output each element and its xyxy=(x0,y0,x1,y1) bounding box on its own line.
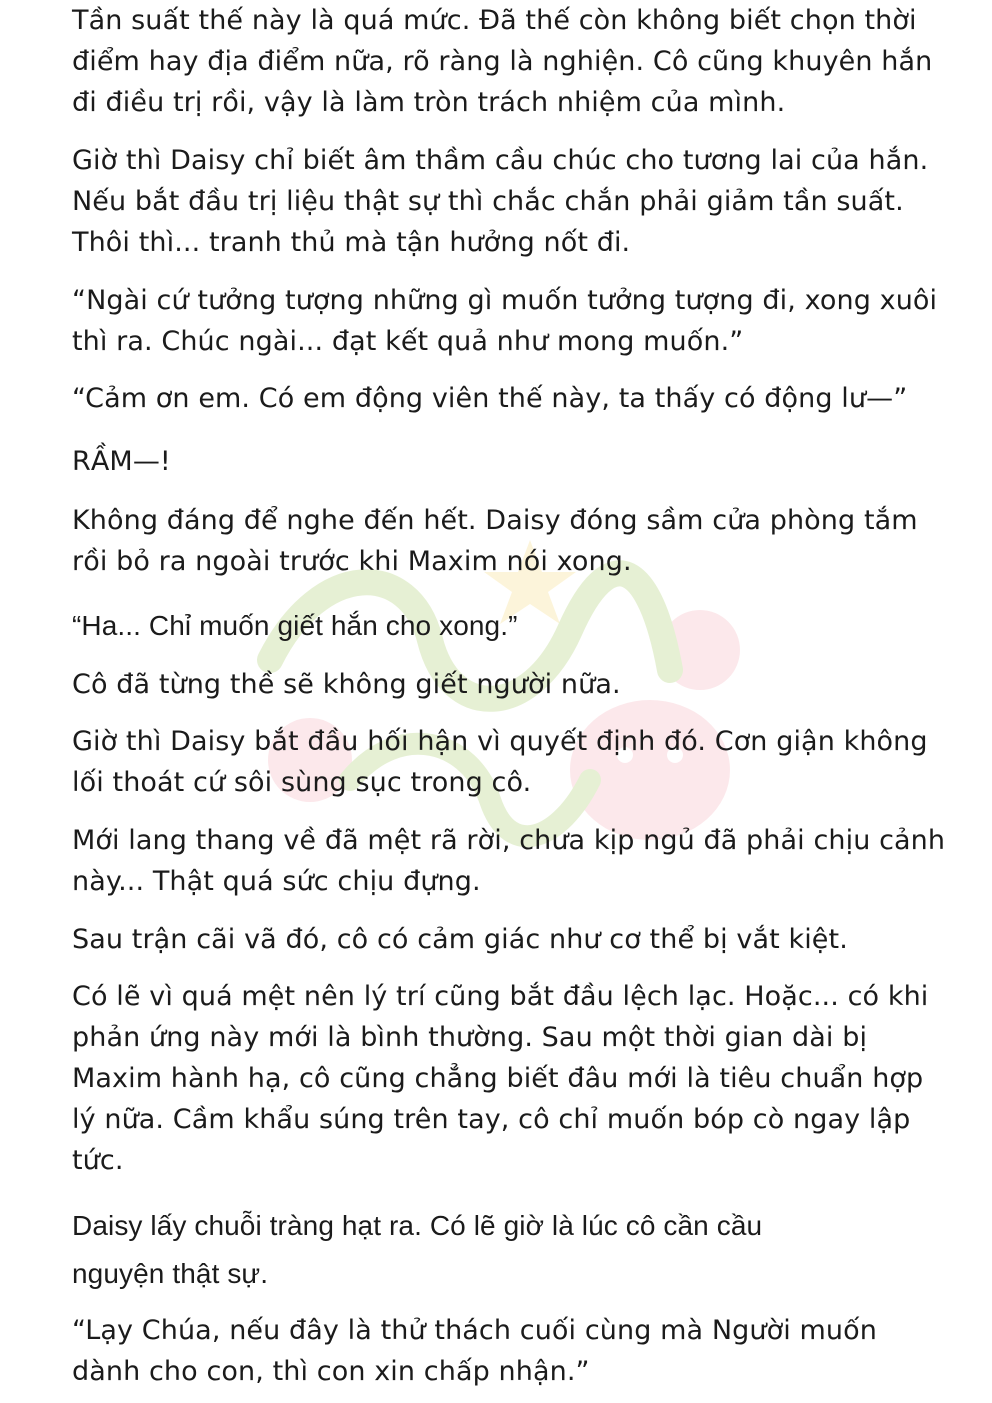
line: Giờ thì Daisy bắt đầu hối hận vì quyết định đó. Cơn giận không xyxy=(72,726,928,757)
line: Sau trận cãi vã đó, cô có cảm giác như cơ thể bị vắt kiệt. xyxy=(72,924,848,955)
paragraph-13 xyxy=(72,1202,762,1298)
paragraph-3 xyxy=(72,280,937,362)
line: “Ngài cứ tưởng tượng những gì muốn tưởng tượng đi, xong xuôi xyxy=(72,285,938,316)
line: Thôi thì... tranh thủ mà tận hưởng nốt đi. xyxy=(72,227,631,258)
line: RẦM—! xyxy=(72,446,171,477)
line: Mới lang thang về đã mệt rã rời, chưa kịp ngủ đã phải chịu cảnh xyxy=(72,825,946,856)
line: Không đáng để nghe đến hết. Daisy đóng sầm cửa phòng tắm xyxy=(72,505,918,536)
paragraph-14 xyxy=(72,1310,877,1392)
paragraph-5-sound-effect xyxy=(72,441,171,482)
line: Cô đã từng thề sẽ không giết người nữa. xyxy=(72,669,621,700)
line: đi điều trị rồi, vậy là làm tròn trách nhiệm của mình. xyxy=(72,87,786,118)
line: Giờ thì Daisy chỉ biết âm thầm cầu chúc cho tương lai của hắn. xyxy=(72,145,929,176)
paragraph-6 xyxy=(72,500,918,582)
line: lối thoát cứ sôi sùng sục trong cô. xyxy=(72,767,532,798)
line: tức. xyxy=(72,1145,124,1176)
paragraph-8 xyxy=(72,664,621,705)
line: “Cảm ơn em. Có em động viên thế này, ta thấy có động lư—” xyxy=(72,383,908,414)
line: điểm hay địa điểm nữa, rõ ràng là nghiện. Cô cũng khuyên hắn xyxy=(72,46,933,77)
line: thì ra. Chúc ngài... đạt kết quả như mong muốn.” xyxy=(72,326,744,357)
line: Maxim hành hạ, cô cũng chẳng biết đâu mới là tiêu chuẩn hợp xyxy=(72,1063,924,1094)
watermark-flower-right xyxy=(660,610,740,690)
line: nguyện thật sự. xyxy=(72,1258,269,1289)
paragraph-7 xyxy=(72,605,518,646)
line: “Ha... Chỉ muốn giết hắn cho xong.” xyxy=(72,610,518,641)
paragraph-1 xyxy=(72,0,932,123)
line: phản ứng này mới là bình thường. Sau một thời gian dài bị xyxy=(72,1022,868,1053)
line: Nếu bắt đầu trị liệu thật sự thì chắc chắn phải giảm tần suất. xyxy=(72,186,904,217)
line: này... Thật quá sức chịu đựng. xyxy=(72,866,481,897)
line: Có lẽ vì quá mệt nên lý trí cũng bắt đầu lệch lạc. Hoặc... có khi xyxy=(72,981,929,1012)
paragraph-12 xyxy=(72,976,928,1181)
paragraph-4 xyxy=(72,378,907,419)
line: dành cho con, thì con xin chấp nhận.” xyxy=(72,1356,590,1387)
paragraph-11 xyxy=(72,919,848,960)
line: “Lạy Chúa, nếu đây là thử thách cuối cùng mà Người muốn xyxy=(72,1315,877,1346)
paragraph-10 xyxy=(72,820,945,902)
line: Daisy lấy chuỗi tràng hạt ra. Có lẽ giờ là lúc cô cần cầu xyxy=(72,1210,763,1241)
line: Tần suất thế này là quá mức. Đã thế còn không biết chọn thời xyxy=(72,5,917,36)
paragraph-9 xyxy=(72,721,928,803)
line: rồi bỏ ra ngoài trước khi Maxim nói xong. xyxy=(72,546,632,577)
paragraph-2 xyxy=(72,140,928,263)
line: lý nữa. Cầm khẩu súng trên tay, cô chỉ muốn bóp cò ngay lập xyxy=(72,1104,911,1135)
